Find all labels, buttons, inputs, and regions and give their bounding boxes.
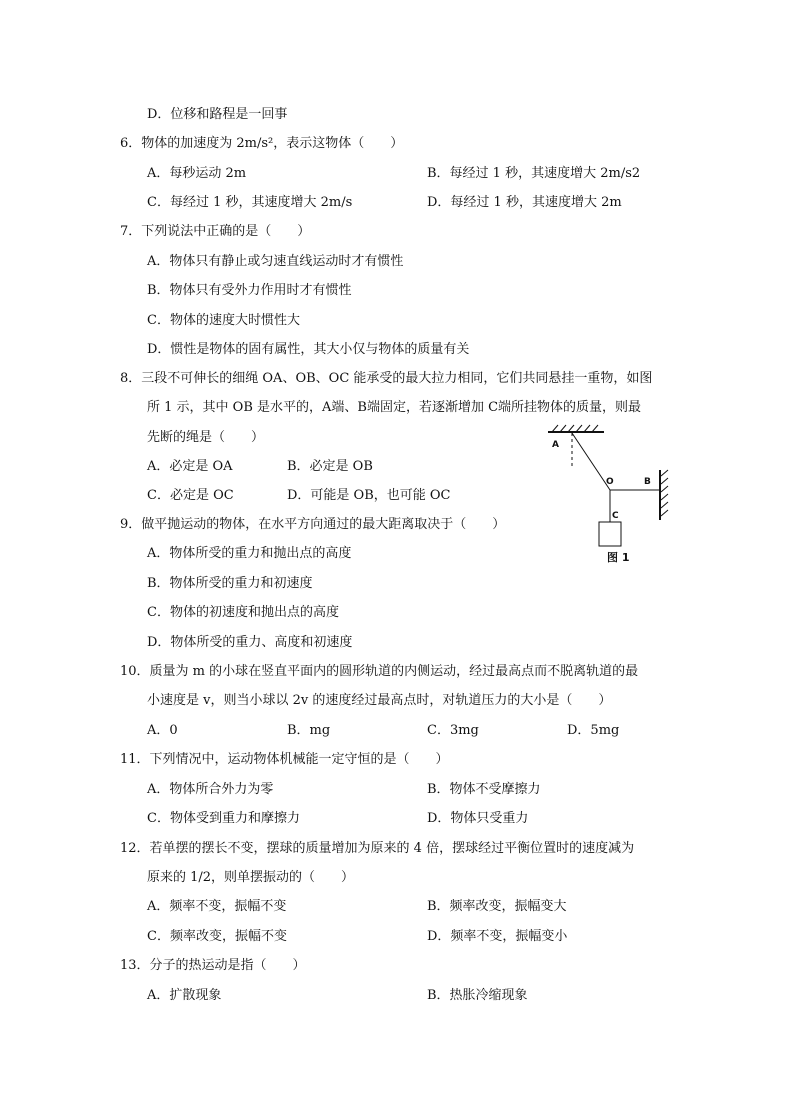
- q7-option-d: D．惯性是物体的固有属性，其大小仅与物体的质量有关: [147, 342, 470, 357]
- q12-option-b: B．频率改变，振幅变大: [427, 899, 567, 914]
- q12-option-c: C．频率改变，振幅不变: [147, 929, 287, 944]
- q10-option-b: B．mg: [287, 723, 331, 738]
- q13-option-a: A．扩散现象: [147, 988, 222, 1003]
- ceiling-support: [548, 425, 604, 432]
- label-o: O: [606, 477, 614, 487]
- q8-stem-line1: 8．三段不可伸长的细绳 OA、OB、OC 能承受的最大拉力相同，它们共同悬挂一重物，如图: [120, 371, 653, 386]
- q8-option-d: D．可能是 OB，也可能 OC: [287, 488, 451, 503]
- label-c: C: [612, 511, 619, 521]
- q11-option-d: D．物体只受重力: [427, 811, 529, 826]
- q9-option-d: D．物体所受的重力、高度和初速度: [147, 635, 353, 650]
- q8-option-c: C．必定是 OC: [147, 488, 234, 503]
- q6-option-a: A．每秒运动 2m: [147, 166, 247, 181]
- q8-stem-line2: 所 1 示，其中 OB 是水平的，A端、B端固定，若逐渐增加 C端所挂物体的质量，则最: [147, 400, 642, 415]
- q9-option-b: B．物体所受的重力和初速度: [147, 576, 313, 591]
- q10-option-d: D．5mg: [567, 723, 620, 738]
- wall-support: [660, 470, 668, 520]
- q6-option-b: B．每经过 1 秒，其速度增大 2m/s2: [427, 166, 641, 181]
- label-b: B: [644, 477, 651, 487]
- q12-option-d: D．频率不变，振幅变小: [427, 929, 568, 944]
- q10-stem-line2: 小速度是 v，则当小球以 2v 的速度经过最高点时，对轨道压力的大小是（ ）: [147, 693, 612, 708]
- q8-option-b: B．必定是 OB: [287, 459, 373, 474]
- q9-stem: 9．做平抛运动的物体，在水平方向通过的最大距离取决于（ ）: [120, 517, 506, 532]
- q11-option-a: A．物体所合外力为零: [147, 782, 274, 797]
- figure-caption: 图 1: [607, 551, 630, 564]
- q13-option-b: B．热胀冷缩现象: [427, 988, 528, 1003]
- q8-option-a: A．必定是 OA: [147, 459, 233, 474]
- q6-option-d: D．每经过 1 秒，其速度增大 2m: [427, 195, 622, 210]
- q10-option-c: C．3mg: [427, 723, 479, 738]
- q9-option-a: A．物体所受的重力和抛出点的高度: [147, 546, 352, 561]
- q12-stem-line2: 原来的 1/2，则单摆振动的（ ）: [147, 870, 355, 885]
- q8-stem-line3: 先断的绳是（ ）: [147, 430, 265, 445]
- q10-stem-line1: 10．质量为 m 的小球在竖直平面内的圆形轨道的内侧运动，经过最高点而不脱离轨道的最: [120, 664, 639, 679]
- q11-option-c: C．物体受到重力和摩擦力: [147, 811, 300, 826]
- q13-stem: 13．分子的热运动是指（ ）: [120, 958, 306, 973]
- q6-stem: 6．物体的加速度为 2m/s²，表示这物体（ ）: [120, 136, 404, 151]
- label-a: A: [552, 440, 559, 450]
- q10-option-a: A．0: [147, 723, 178, 738]
- q7-option-c: C．物体的速度大时惯性大: [147, 313, 300, 328]
- q7-option-a: A．物体只有静止或匀速直线运动时才有惯性: [147, 254, 404, 269]
- q5-option-d: D．位移和路程是一回事: [147, 107, 288, 122]
- rope-oa: [572, 433, 610, 490]
- q7-stem: 7．下列说法中正确的是（ ）: [120, 224, 311, 239]
- q9-option-c: C．物体的初速度和抛出点的高度: [147, 605, 339, 620]
- q11-option-b: B．物体不受摩擦力: [427, 782, 541, 797]
- q6-option-c: C．每经过 1 秒，其速度增大 2m/s: [147, 195, 353, 210]
- q12-stem-line1: 12．若单摆的摆长不变，摆球的质量增加为原来的 4 倍，摆球经过平衡位置时的速度减为: [120, 841, 635, 856]
- q12-option-a: A．频率不变，振幅不变: [147, 899, 287, 914]
- q11-stem: 11．下列情况中，运动物体机械能一定守恒的是（ ）: [120, 752, 449, 767]
- hanging-weight: [599, 522, 621, 546]
- figure-1-rope-diagram: [540, 420, 680, 570]
- q7-option-b: B．物体只有受外力作用时才有惯性: [147, 283, 352, 298]
